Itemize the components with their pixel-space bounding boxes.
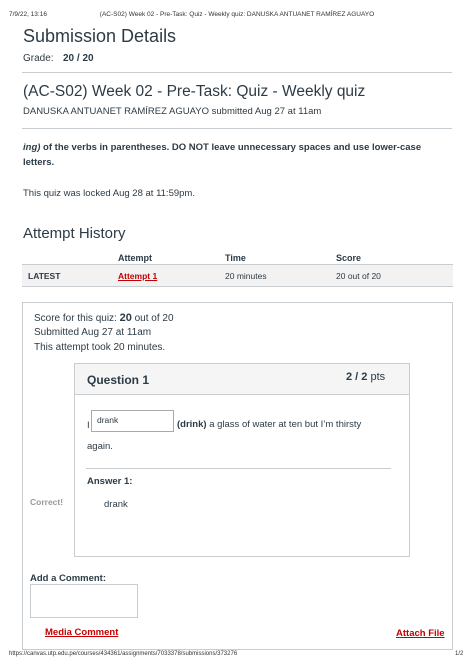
divider [86,468,391,469]
correct-label: Correct! [30,497,64,507]
points-value: 2 / 2 [346,371,368,383]
score-suffix: out of 20 [131,313,174,324]
grade-label: Grade: [23,53,54,64]
question-text-line2: again. [87,441,113,452]
attempt-1-link[interactable]: Attempt 1 [118,271,158,281]
quiz-title: (AC-S02) Week 02 - Pre-Task: Quiz - Weekly quiz [23,83,366,100]
submitted-time: Submitted Aug 27 at 11am [34,327,152,338]
divider [22,72,452,73]
print-doc-title: (AC-S02) Week 02 - Pre-Task: Quiz - Weekly quiz: DANUSKA ANTUANET RAMÍREZ AGUAYO [99,11,375,18]
grade-value: 20 / 20 [63,53,94,64]
answer-label: Answer 1: [87,476,133,487]
comment-textarea[interactable] [30,584,138,618]
question-verb: (drink) [177,419,207,430]
answer-input[interactable]: drank [91,410,174,432]
score-prefix: Score for this quiz: [34,313,120,324]
page-title: Submission Details [23,26,177,46]
attempt-time: 20 minutes [225,271,267,281]
answer-value: drank [104,499,128,510]
question-text-rest: a glass of water at ten but I’m thirsty [206,419,362,430]
print-page-number: 1/2 [455,651,464,657]
latest-label: LATEST [28,271,61,281]
quiz-score [34,312,174,324]
locked-notice: This quiz was locked Aug 28 at 11:59pm. [23,188,195,199]
add-comment-label: Add a Comment: [30,573,106,584]
media-comment-link[interactable]: Media Comment [45,627,119,638]
submitted-line: DANUSKA ANTUANET RAMÍREZ AGUAYO submitted Aug 27 at 11am [23,106,322,117]
attempt-history-title: Attempt History [23,225,126,242]
attempt-duration: This attempt took 20 minutes. [34,342,166,353]
print-datetime: 7/9/22, 13:16 [9,11,47,18]
header-score: Score [336,253,362,263]
attach-file-link[interactable]: Attach File [396,628,445,639]
attempt-score: 20 out of 20 [336,271,381,281]
header-time: Time [225,253,246,263]
question-points [346,371,385,383]
points-unit: pts [367,371,386,383]
print-url: https://canvas.utp.edu.pe/courses/434361/assignments/7033378/submissions/373276 [9,651,238,657]
score-value: 20 [119,312,132,324]
quiz-instructions [23,140,451,170]
question-title: Question 1 [87,373,150,387]
question-prefix: I [87,420,90,431]
divider [22,128,452,129]
instructions-italic: ing) [23,142,41,153]
instructions-text: of the verbs in parentheses. DO NOT leave unnecessary spaces and use lower-case letters. [23,142,422,168]
question-text [177,419,361,430]
header-attempt: Attempt [118,253,152,263]
